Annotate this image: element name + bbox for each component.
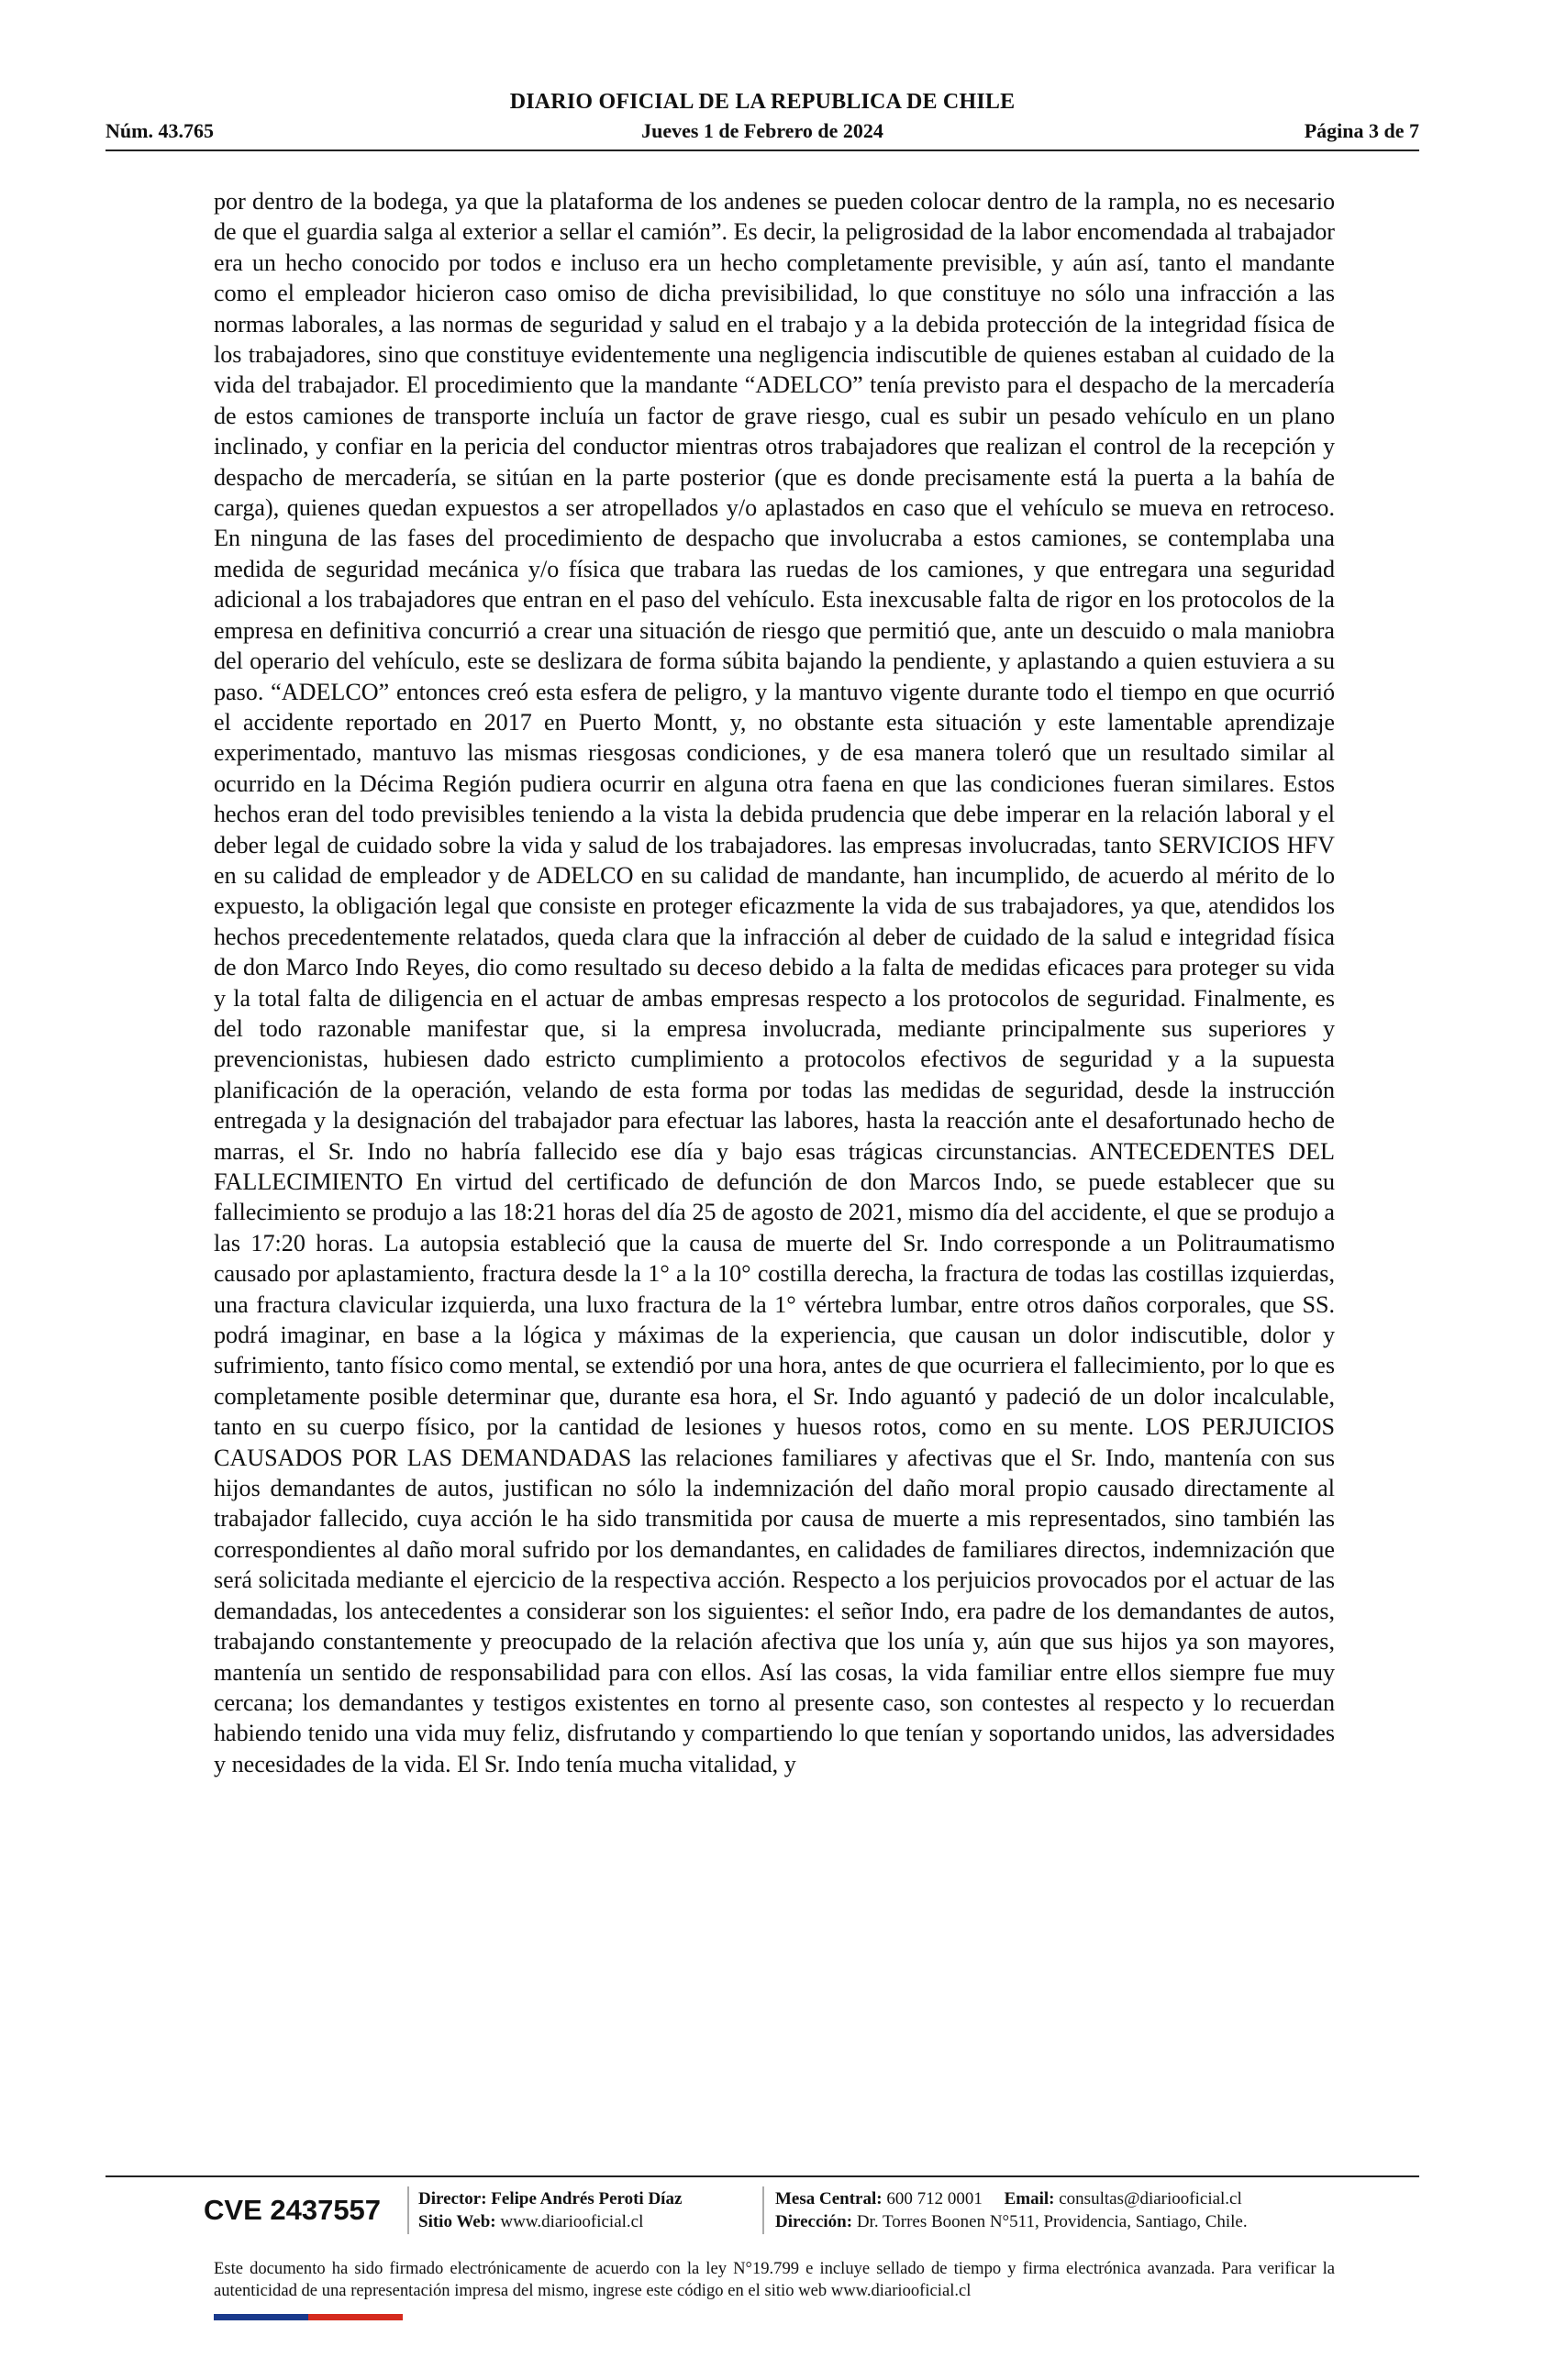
flag-stripe xyxy=(214,2314,403,2320)
issue-number: Núm. 43.765 xyxy=(106,119,214,142)
flag-segment xyxy=(261,2314,309,2320)
issue-date: Jueves 1 de Febrero de 2024 xyxy=(641,119,883,142)
director-label: Director: xyxy=(418,2189,487,2208)
footer-director-block xyxy=(418,2187,682,2233)
footer-divider xyxy=(106,2175,1419,2177)
flag-segment xyxy=(308,2314,356,2320)
body-paragraph: por dentro de la bodega, ya que la plataforma de los andenes se pueden colocar dentro de la rampla, no es necesario de que el guardia salga al exterior a sellar el camión”. Es decir, la peligrosidad de la labor encomendada al trabajador era un hecho conocido por todos e incluso era un hecho completamente previsible, y aún así, tanto el mandante como el empleador hicieron caso omiso de dicha previsibilidad, lo que constituye no sólo una infracción a las normas laborales, a las normas de seguridad y salud en el trabajo y a la debida protección de la integridad física de los trabajadores, sino que constituye evidentemente una negligencia indiscutible de quienes estaban al cuidado de la vida del trabajador. El procedimiento que la mandante “ADELCO” tenía previsto para el despacho de la mercadería de estos camiones de transporte incluía un factor de grave riesgo, cual es subir un pesado vehículo en un plano inclinado, y confiar en la pericia del conductor mientras otros trabajadores que realizan el control de la recepción y despacho de mercadería, se sitúan en la parte posterior (que es donde precisamente está la puerta a la bahía de carga), quienes quedan expuestos a ser atropellados y/o aplastados en caso que el vehículo se mueva en retroceso. En ninguna de las fases del procedimiento de despacho que involucraba a estos camiones, se contemplaba una medida de seguridad mecánica y/o física que trabara las ruedas de los camiones, y que entregara una seguridad adicional a los trabajadores que entran en el paso del vehículo. Esta inexcusable falta de rigor en los protocolos de la empresa en definitiva concurrió a crear una situación de riesgo que permitió que, ante un descuido o mala maniobra del operario del vehículo, este se deslizara de forma súbita bajando la pendiente, y aplastando a quien estuviera a su paso. “ADELCO” entonces creó esta esfera de peligro, y la mantuvo vigente durante todo el tiempo en que ocurrió el accidente reportado en 2017 en Puerto Montt, y, no obstante esta situación y este lamentable aprendizaje experimentado, mantuvo las mismas riesgosas condiciones, y de esa manera toleró que un resultado similar al ocurrido en la Décima Región pudiera ocurrir en alguna otra faena en que las condiciones fueran similares. Estos hechos eran del todo previsibles teniendo a la vista la debida prudencia que debe imperar en la relación laboral y el deber legal de cuidado sobre la vida y salud de los trabajadores. las empresas involucradas, tanto SERVICIOS HFV en su calidad de empleador y de ADELCO en su calidad de mandante, han incumplido, de acuerdo al mérito de lo expuesto, la obligación legal que consiste en proteger eficazmente la vida de sus trabajadores, ya que, atendidos los hechos precedentemente relatados, queda clara que la infracción al deber de cuidado de la salud e integridad física de don Marco Indo Reyes, dio como resultado su deceso debido a la falta de medidas eficaces para proteger su vida y la total falta de diligencia en el actuar de ambas empresas respecto a los protocolos de seguridad. Finalmente, es del todo razonable manifestar que, si la empresa involucrada, mediante principalmente sus superiores y prevencionistas, hubiesen dado estricto cumplimiento a protocolos efectivos de seguridad y a la supuesta planificación de la operación, velando de esta forma por todas las medidas de seguridad, desde la instrucción entregada y la designación del trabajador para efectuar las labores, hasta la reacción ante el desafortunado hecho de marras, el Sr. Indo no habría fallecido ese día y bajo esas trágicas circunstancias. ANTECEDENTES DEL FALLECIMIENTO En virtud del certificado de defunción de don Marcos Indo, se puede establecer que su fallecimiento se produjo a las 18:21 horas del día 25 de agosto de 2021, mismo día del accidente, el que se produjo a las 17:20 horas. La autopsia estableció que la causa de muerte del Sr. Indo corresponde a un Politraumatismo causado por aplastamiento, fractura desde la 1° a la 10° costilla derecha, la fractura de todas las costillas izquierdas, una fractura clavicular izquierda, una luxo fractura de la 1° vértebra lumbar, entre otros daños corporales, que SS. podrá imaginar, en base a la lógica y máximas de la experiencia, que causan un dolor indiscutible, dolor y sufrimiento, tanto físico como mental, se extendió por una hora, antes de que ocurriera el fallecimiento, por lo que es completamente posible determinar que, durante esa hora, el Sr. Indo aguantó y padeció de un dolor incalculable, tanto en su cuerpo físico, por la cantidad de lesiones y huesos rotos, como en su mente. LOS PERJUICIOS CAUSADOS POR LAS DEMANDADAS las relaciones familiares y afectivas que el Sr. Indo, mantenía con sus hijos demandantes de autos, justifican no sólo la indemnización del daño moral propio causado directamente al trabajador fallecido, cuya acción le ha sido transmitida por causa de muerte a mis representados, sino también las correspondientes al daño moral sufrido por los demandantes, en calidades de familiares directos, indemnización que será solicitada mediante el ejercicio de la respectiva acción. Respecto a los perjuicios provocados por el actuar de las demandadas, los antecedentes a considerar son los siguientes: el señor Indo, era padre de los demandantes de autos, trabajando constantemente y preocupado de la relación afectiva que los unía y, aún que sus hijos ya son mayores, mantenía un sentido de responsabilidad para con ellos. Así las cosas, la vida familiar entre ellos siempre fue muy cercana; los demandantes y testigos existentes en torno al presente caso, son contestes al respecto y lo recuerdan habiendo tenido una vida muy feliz, disfrutando y compartiendo lo que tenían y soportando unidos, las adversidades y necesidades de la vida. El Sr. Indo tenía mucha vitalidad, y xyxy=(214,188,1335,1777)
mesa-central-phone: 600 712 0001 xyxy=(886,2189,983,2208)
website-link[interactable]: www.diariooficial.cl xyxy=(500,2212,644,2231)
flag-segment xyxy=(356,2314,404,2320)
address-value: Dr. Torres Boonen N°511, Providencia, Santiago, Chile. xyxy=(856,2212,1248,2231)
page-number: Página 3 de 7 xyxy=(1304,119,1419,142)
page-header xyxy=(106,90,1419,149)
footer-separator xyxy=(407,2186,409,2234)
footer-contact-block xyxy=(775,2187,1248,2233)
website-label: Sitio Web: xyxy=(418,2212,496,2231)
mesa-central-label: Mesa Central: xyxy=(775,2189,883,2208)
footer-separator xyxy=(762,2186,764,2234)
electronic-signature-note: Este documento ha sido firmado electrónicamente de acuerdo con la ley N°19.799 e incluye sellado de tiempo y firma electrónica avanzada. Para verificar la autenticidad de una representación impresa del mismo, ingrese este código en el sitio web www.diariooficial.cl xyxy=(214,2259,1335,2300)
newspaper-title: DIARIO OFICIAL DE LA REPUBLICA DE CHILE xyxy=(509,90,1016,114)
flag-segment xyxy=(214,2314,261,2320)
header-divider xyxy=(106,149,1419,151)
director-name: Felipe Andrés Peroti Díaz xyxy=(491,2189,683,2208)
email-link[interactable]: consultas@diariooficial.cl xyxy=(1059,2189,1242,2208)
email-label: Email: xyxy=(1004,2189,1055,2208)
address-label: Dirección: xyxy=(775,2212,853,2231)
cve-code: CVE 2437557 xyxy=(204,2194,382,2226)
